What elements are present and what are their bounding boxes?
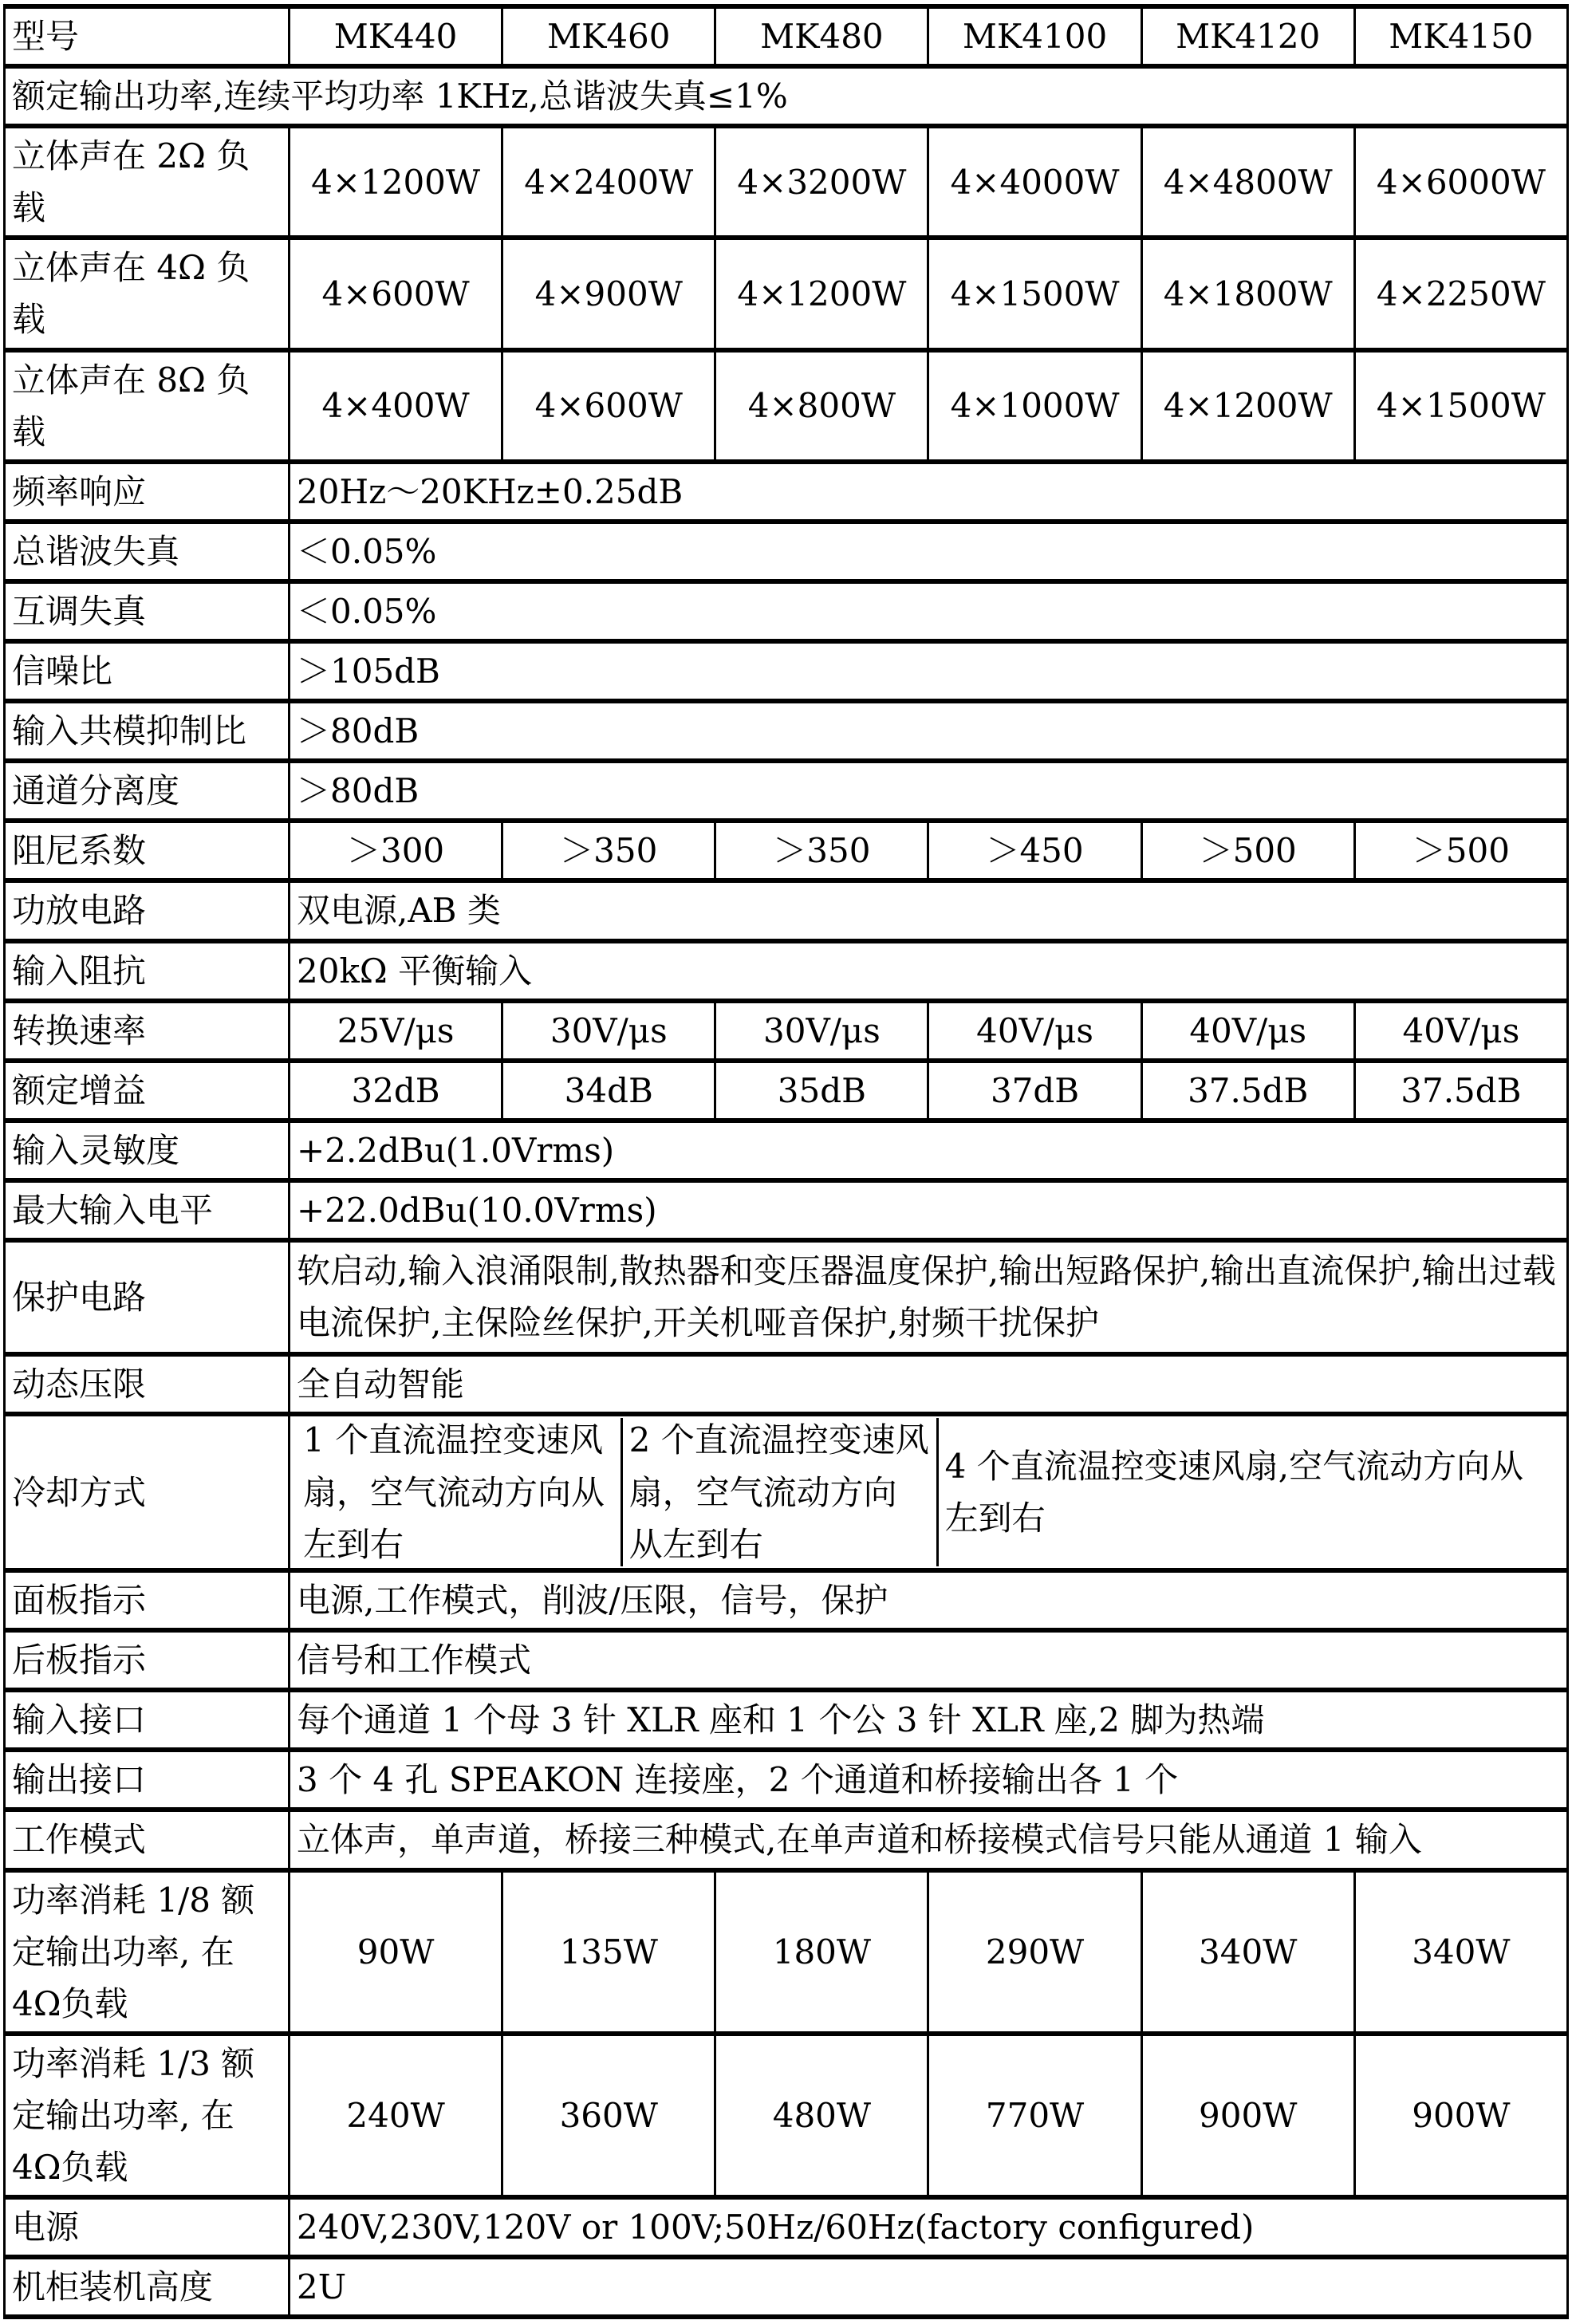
spec-value: 4×600W — [290, 238, 502, 349]
spec-value: ＜0.05% — [290, 581, 1568, 641]
spec-value: 37dB — [928, 1061, 1141, 1121]
spec-value: 40V/μs — [928, 1001, 1141, 1061]
spec-value: 37.5dB — [1354, 1061, 1567, 1121]
model-header: MK440 — [290, 6, 502, 66]
cooling-cell-group — [297, 1418, 1560, 1566]
spec-label: 通道分离度 — [5, 761, 290, 821]
spec-value: 4×1200W — [1141, 350, 1354, 462]
spec-value: ＞300 — [290, 821, 502, 880]
table-row-stereo-8ohm — [5, 350, 1568, 462]
table-row-thd — [5, 522, 1568, 581]
spec-value: 4×600W — [502, 350, 715, 462]
spec-value: 135W — [502, 1870, 715, 2034]
table-row-snr — [5, 641, 1568, 701]
cooling-cells — [290, 1414, 1568, 1570]
spec-label: 输入灵敏度 — [5, 1121, 290, 1180]
spec-label: 立体声在 4Ω 负载 — [5, 238, 290, 349]
spec-value: ＞500 — [1354, 821, 1567, 880]
table-row-mains-power — [5, 2197, 1568, 2257]
spec-value: 20kΩ 平衡输入 — [290, 941, 1568, 1001]
table-row-operating-modes — [5, 1810, 1568, 1869]
spec-label: 输入接口 — [5, 1690, 290, 1750]
model-header: MK460 — [502, 6, 715, 66]
spec-value: 900W — [1354, 2034, 1567, 2197]
spec-value: 4×900W — [502, 238, 715, 349]
table-row-amp-circuit — [5, 880, 1568, 940]
table-row-input-connectors — [5, 1690, 1568, 1750]
table-row-imd — [5, 581, 1568, 641]
spec-value: 每个通道 1 个母 3 针 XLR 座和 1 个公 3 针 XLR 座,2 脚为热端 — [290, 1690, 1568, 1750]
spec-value: ＞500 — [1141, 821, 1354, 880]
spec-label: 互调失真 — [5, 581, 290, 641]
spec-label: 信噪比 — [5, 641, 290, 701]
spec-label: 工作模式 — [5, 1810, 290, 1869]
model-header: MK4150 — [1354, 6, 1567, 66]
spec-value: 软启动,输入浪涌限制,散热器和变压器温度保护,输出短路保护,输出直流保护,输出过载电流保护,主保险丝保护,开关机哑音保护,射频干扰保护 — [290, 1240, 1568, 1354]
spec-value: 4×3200W — [715, 126, 928, 238]
spec-label: 电源 — [5, 2197, 290, 2257]
spec-value: 全自动智能 — [290, 1354, 1568, 1414]
spec-value: 双电源,AB 类 — [290, 880, 1568, 940]
spec-label: 功率消耗 1/8 额定输出功率, 在 4Ω负载 — [5, 1870, 290, 2034]
spec-value: 4×1800W — [1141, 238, 1354, 349]
spec-value: ＞450 — [928, 821, 1141, 880]
spec-label: 面板指示 — [5, 1570, 290, 1630]
table-row-rack-height — [5, 2257, 1568, 2317]
spec-label: 功率消耗 1/3 额定输出功率, 在 4Ω负载 — [5, 2034, 290, 2197]
spec-label: 输入共模抑制比 — [5, 701, 290, 761]
spec-value: 电源,工作模式，削波/压限，信号，保护 — [290, 1570, 1568, 1630]
spec-label: 型号 — [5, 6, 290, 66]
spec-label: 频率响应 — [5, 462, 290, 522]
spec-value: 4×1200W — [715, 238, 928, 349]
spec-value: 35dB — [715, 1061, 928, 1121]
table-row-max-input-level — [5, 1180, 1568, 1240]
cooling-cell-2fan: 2 个直流温控变速风扇，空气流动方向从左到右 — [623, 1418, 939, 1566]
spec-value: 4×4800W — [1141, 126, 1354, 238]
spec-value: 4×1500W — [1354, 350, 1567, 462]
spec-label: 立体声在 8Ω 负载 — [5, 350, 290, 462]
spec-value: 信号和工作模式 — [290, 1630, 1568, 1690]
spec-value: 770W — [928, 2034, 1141, 2197]
spec-value: 3 个 4 孔 SPEAKON 连接座，2 个通道和桥接输出各 1 个 — [290, 1750, 1568, 1810]
table-row-power-consumption-one-eighth — [5, 1870, 1568, 2034]
spec-value: 40V/μs — [1354, 1001, 1567, 1061]
spec-label: 转换速率 — [5, 1001, 290, 1061]
spec-value: +2.2dBu(1.0Vrms) — [290, 1121, 1568, 1180]
table-row-protection — [5, 1240, 1568, 1354]
table-row-output-connectors — [5, 1750, 1568, 1810]
table-row-dynamic-limiter — [5, 1354, 1568, 1414]
table-row-cooling — [5, 1414, 1568, 1570]
spec-value: 30V/μs — [502, 1001, 715, 1061]
spec-label: 立体声在 2Ω 负载 — [5, 126, 290, 238]
section-header: 额定输出功率,连续平均功率 1KHz,总谐波失真≤1% — [5, 66, 1568, 126]
spec-label: 机柜装机高度 — [5, 2257, 290, 2317]
table-row-rated-gain — [5, 1061, 1568, 1121]
table-row-front-panel-indicators — [5, 1570, 1568, 1630]
spec-value: ＞350 — [715, 821, 928, 880]
spec-value: 4×4000W — [928, 126, 1141, 238]
spec-value: 900W — [1141, 2034, 1354, 2197]
spec-value: 20Hz～20KHz±0.25dB — [290, 462, 1568, 522]
spec-label: 额定增益 — [5, 1061, 290, 1121]
spec-value: ＞105dB — [290, 641, 1568, 701]
spec-value: ＞350 — [502, 821, 715, 880]
spec-value: 34dB — [502, 1061, 715, 1121]
spec-value: 480W — [715, 2034, 928, 2197]
table-row-cmrr — [5, 701, 1568, 761]
spec-value: 立体声，单声道，桥接三种模式,在单声道和桥接模式信号只能从通道 1 输入 — [290, 1810, 1568, 1869]
spec-value: ＞80dB — [290, 761, 1568, 821]
spec-value: 4×1000W — [928, 350, 1141, 462]
model-header: MK4120 — [1141, 6, 1354, 66]
table-row-input-sensitivity — [5, 1121, 1568, 1180]
spec-label: 保护电路 — [5, 1240, 290, 1354]
spec-value: 4×6000W — [1354, 126, 1567, 238]
spec-label: 总谐波失真 — [5, 522, 290, 581]
spec-value: 40V/μs — [1141, 1001, 1354, 1061]
spec-value: ＞80dB — [290, 701, 1568, 761]
cooling-cell-4fan: 4 个直流温控变速风扇,空气流动方向从左到右 — [944, 1446, 1524, 1538]
spec-value: 37.5dB — [1141, 1061, 1354, 1121]
spec-label: 最大输入电平 — [5, 1180, 290, 1240]
spec-value: 4×2250W — [1354, 238, 1567, 349]
table-row-frequency-response — [5, 462, 1568, 522]
model-header: MK4100 — [928, 6, 1141, 66]
spec-value: 360W — [502, 2034, 715, 2197]
spec-value: +22.0dBu(10.0Vrms) — [290, 1180, 1568, 1240]
spec-value: ＜0.05% — [290, 522, 1568, 581]
table-row-channel-separation — [5, 761, 1568, 821]
spec-value: 90W — [290, 1870, 502, 2034]
spec-value: 25V/μs — [290, 1001, 502, 1061]
spec-value: 240W — [290, 2034, 502, 2197]
table-row-stereo-4ohm — [5, 238, 1568, 349]
spec-value: 4×800W — [715, 350, 928, 462]
spec-value: 340W — [1141, 1870, 1354, 2034]
spec-value: 4×1500W — [928, 238, 1141, 349]
table-row-damping-factor — [5, 821, 1568, 880]
cooling-cell-1fan: 1 个直流温控变速风扇，空气流动方向从左到右 — [297, 1418, 623, 1566]
spec-value: 180W — [715, 1870, 928, 2034]
spec-label: 输出接口 — [5, 1750, 290, 1810]
spec-value: 340W — [1354, 1870, 1567, 2034]
table-row-rated-power-header — [5, 66, 1568, 126]
spec-value: 290W — [928, 1870, 1141, 2034]
spec-value: 4×1200W — [290, 126, 502, 238]
spec-label: 阻尼系数 — [5, 821, 290, 880]
table-row-input-impedance — [5, 941, 1568, 1001]
table-row-slew-rate — [5, 1001, 1568, 1061]
spec-value: 2U — [290, 2257, 1568, 2317]
table-row-rear-panel-indicators — [5, 1630, 1568, 1690]
spec-value: 30V/μs — [715, 1001, 928, 1061]
model-header: MK480 — [715, 6, 928, 66]
table-row-model — [5, 6, 1568, 66]
spec-value: 240V,230V,120V or 100V;50Hz/60Hz(factory configured) — [290, 2197, 1568, 2257]
spec-value: 32dB — [290, 1061, 502, 1121]
spec-label: 冷却方式 — [5, 1414, 290, 1570]
spec-label: 动态压限 — [5, 1354, 290, 1414]
spec-label: 后板指示 — [5, 1630, 290, 1690]
spec-value: 4×2400W — [502, 126, 715, 238]
spec-value: 4×400W — [290, 350, 502, 462]
spec-table — [3, 4, 1569, 2319]
table-row-stereo-2ohm — [5, 126, 1568, 238]
spec-label: 输入阻抗 — [5, 941, 290, 1001]
spec-label: 功放电路 — [5, 880, 290, 940]
table-row-power-consumption-one-third — [5, 2034, 1568, 2197]
